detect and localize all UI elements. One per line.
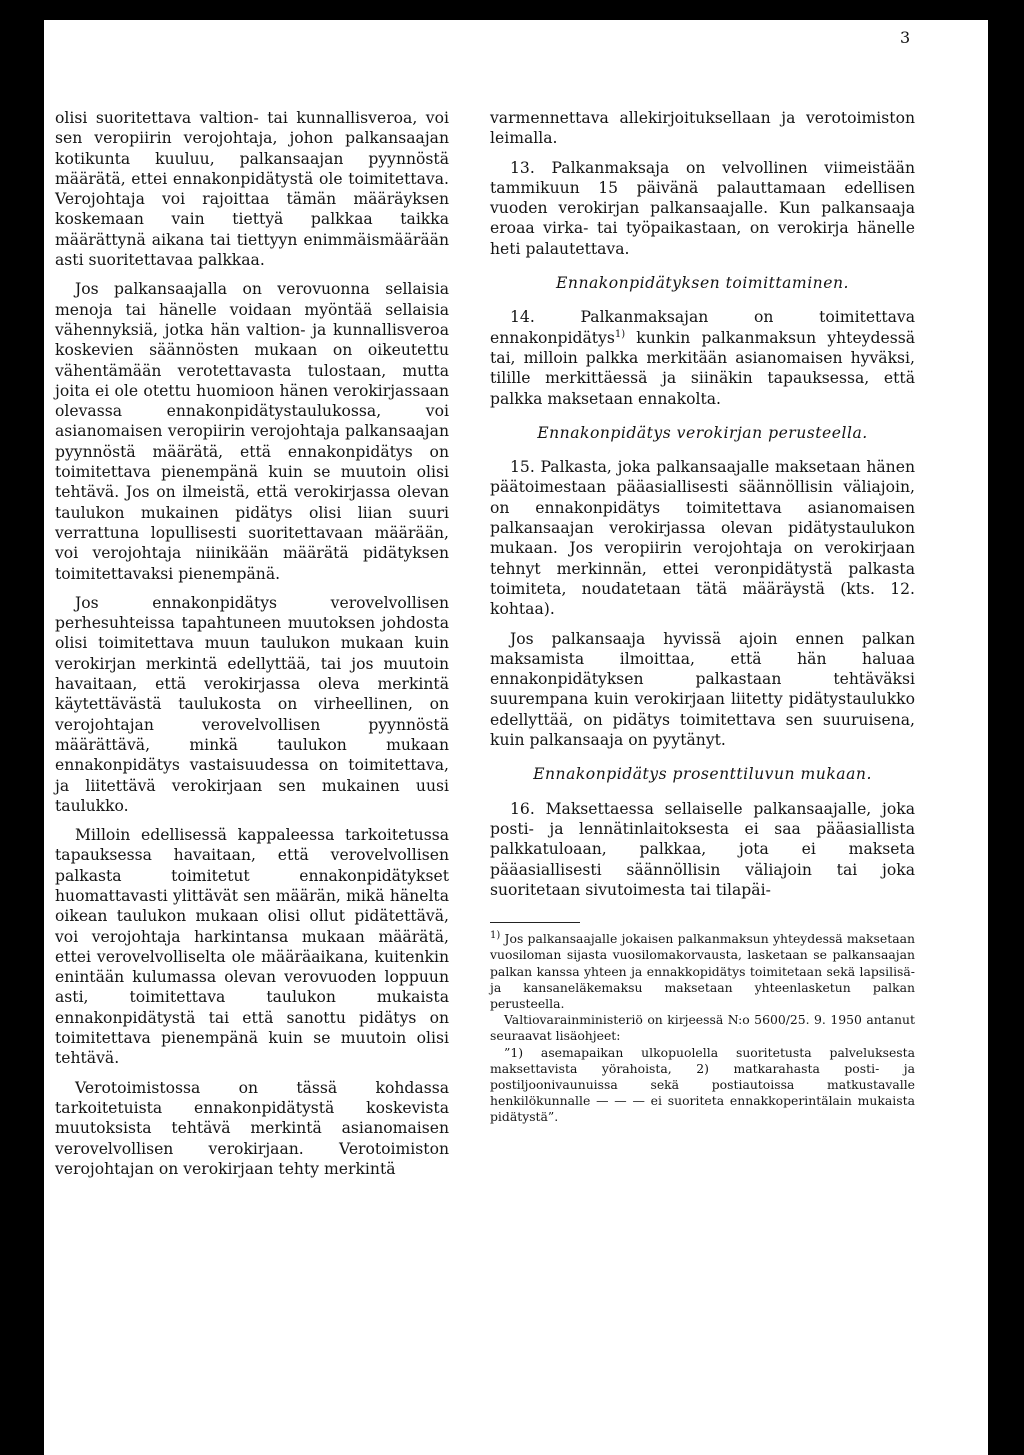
paragraph-text: kunkin palkanmaksun yhteydessä tai, milloin palkka merkitään asianomaisen hyväksi, tilille merkittäessä ja siinäkin tapauksessa, että palkka maksetaan ennakolta. [490,328,915,408]
page-number: 3 [900,28,911,47]
footnote-marker: 1) [490,929,501,941]
left-column [55,108,449,1179]
section-heading: Ennakonpidätys verokirjan perusteella. [537,423,868,442]
footnote-reference: 1) [614,328,626,340]
scan-border [38,20,44,1455]
paragraph: Milloin edellisessä kappaleessa tarkoitetussa tapauksessa havaitaan, että verovelvollisen palkasta toimitetut ennakonpidätykset huomattavasti ylittävät sen määrän, mikä hänelta oikean taulukon mukaan olisi ollut pidätettävä, voi verojohtaja harkintansa mukaan määrätä, ettei verovelvolliselta ole määräaikana, kuitenkin enintään kulumassa olevan verovuoden loppuun asti, toimitettava taulukon mukaista ennakonpidätystä tai että sanottu pidätys on toimitettava pienempänä kuin se muutoin olisi tehtävä. [55,826,449,1068]
section-heading: Ennakonpidätys prosenttiluvun mukaan. [533,765,872,784]
footnote-divider [490,922,580,923]
paragraph: Jos palkansaaja hyvissä ajoin ennen palkan maksamista ilmoittaa, että hän haluaa ennakonpidätyksen palkastaan tehtäväksi suurempana kuin verokirjaan liitetty pidätystaulukko edellyttää, on pidätys toimitettava sen suuruisena, kuin palkansaaja on pyytänyt. [490,629,915,750]
paragraph-13: 13. Palkanmaksaja on velvollinen viimeistään tammikuun 15 päivänä palauttamaan edellisen vuoden verokirjan palkansaajalle. Kun palkansaaja eroaa virka- tai työpaikastaan, on verokirja hänelle heti palautettava. [490,158,915,258]
paragraph: olisi suoritettava valtion- tai kunnallisveroa, voi sen veropiirin verojohtaja, johon palkansaajan kotikunta kuuluu, palkansaajan pyynnöstä määrätä, ettei ennakonpidätystä ole toimitettava. Verojohtaja voi rajoittaa tämän määräyksen koskemaan vain tiettyä palkkaa taikka määrättynä aikana tai tiettyyn enimmäismäärään asti suoritettavaa palkkaa. [55,109,449,270]
paragraph: Jos ennakonpidätys verovelvollisen perhesuhteissa tapahtuneen muutoksen johdosta olisi toimitettava muun taulukon mukaan kuin verokirjan merkintä edellyttää, tai jos muutoin havaitaan, että verokirjassa oleva merkintä käytettävästä taulukosta on virheellinen, on verojohtajan verovelvollisen pyynnöstä määrättävä, minkä taulukon mukaan ennakonpidätys vastaisuudessa on toimitettava, ja liitettävä verokirjaan sen mukainen uusi taulukko. [55,593,449,815]
paragraph: varmennettava allekirjoituksellaan ja verotoimiston leimalla. [490,109,915,148]
footnote: ”1) asemapaikan ulkopuolella suoritetusta palveluksesta maksettavista yörahoista, 2) matkarahasta posti- ja postiljoonivaunuissa sekä postiautoissa matkustavalle henkilökunnalle — — — ei suoriteta ennakkoperintälain mukaista pidätystä”. [490,1044,915,1125]
footnotes [490,931,915,1125]
paragraph-15: 15. Palkasta, joka palkansaajalle maksetaan hänen päätoimestaan pääasiallisesti säännöllisin väliajoin, on ennakonpidätys toimitettava asianomaisen palkansaajan verokirjassa olevan pidätystaulukon mukaan. Jos veropiirin verojohtaja on verokirjaan tehnyt merkinnän, ettei veronpidätystä palkasta toimiteta, noudatetaan tätä määräystä (kts. 12. kohtaa). [490,458,915,619]
footnote-text: Jos palkansaajalle jokaisen palkanmaksun yhteydessä maksetaan vuosiloman sijasta vuosilomakorvausta, lasketaan se palkansaajan palkan kanssa yhteen ja ennakkopidätys toimitetaan sekä lapsilisä- ja kansaneläkemaksu maksetaan yhteenlasketun palkan perusteella. [490,931,915,1011]
paragraph-14 [490,307,915,408]
paragraph-text: 14. Palkanmaksajan on toimitettava ennakonpidätys [490,308,915,347]
paragraph: Jos palkansaajalla on verovuonna sellaisia menoja tai hänelle voidaan myöntää sellaisia vähennyksiä, jotka hän valtion- ja kunnallisveroa koskevien säännösten mukaan on oikeutettu vähentämään verotettavasta tulostaan, mutta joita ei ole otettu huomioon hänen verokirjassaan olevassa ennakonpidätystaulukossa, voi asianomaisen veropiirin verojohtaja palkansaajan pyynnöstä määrätä, että ennakonpidätys on toimitettava pienempänä kuin se muutoin olisi tehtävä. Jos on ilmeistä, että verokirjassa olevan taulukon mukainen pidätys olisi liian suuri verrattuna lopullisesti suoritettavaan määrään, voi verojohtaja niinikään määrätä pidätyksen toimitettavaksi pienempänä. [55,280,449,583]
footnote: Valtiovarainministeriö on kirjeessä N:o 5600/25. 9. 1950 antanut seuraavat lisäohjeet: [490,1012,915,1044]
section-heading: Ennakonpidätyksen toimittaminen. [556,274,849,293]
footnote [490,931,915,1012]
right-column [490,108,915,1126]
paragraph-16: 16. Maksettaessa sellaiselle palkansaajalle, joka posti- ja lennätinlaitoksesta ei saa pääasiallista palkkatuloaan, palkkaa, jota ei makseta pääasiallisesti säännöllisin väliajoin tai joka suoritetaan sivutoimesta tai tilapäi- [490,799,915,899]
paragraph: Verotoimistossa on tässä kohdassa tarkoitetuista ennakonpidätystä koskevista muutoksista tehtävä merkintä asianomaisen verovelvollisen verokirjaan. Verotoimiston verojohtajan on verokirjaan tehty merkintä [55,1078,449,1178]
